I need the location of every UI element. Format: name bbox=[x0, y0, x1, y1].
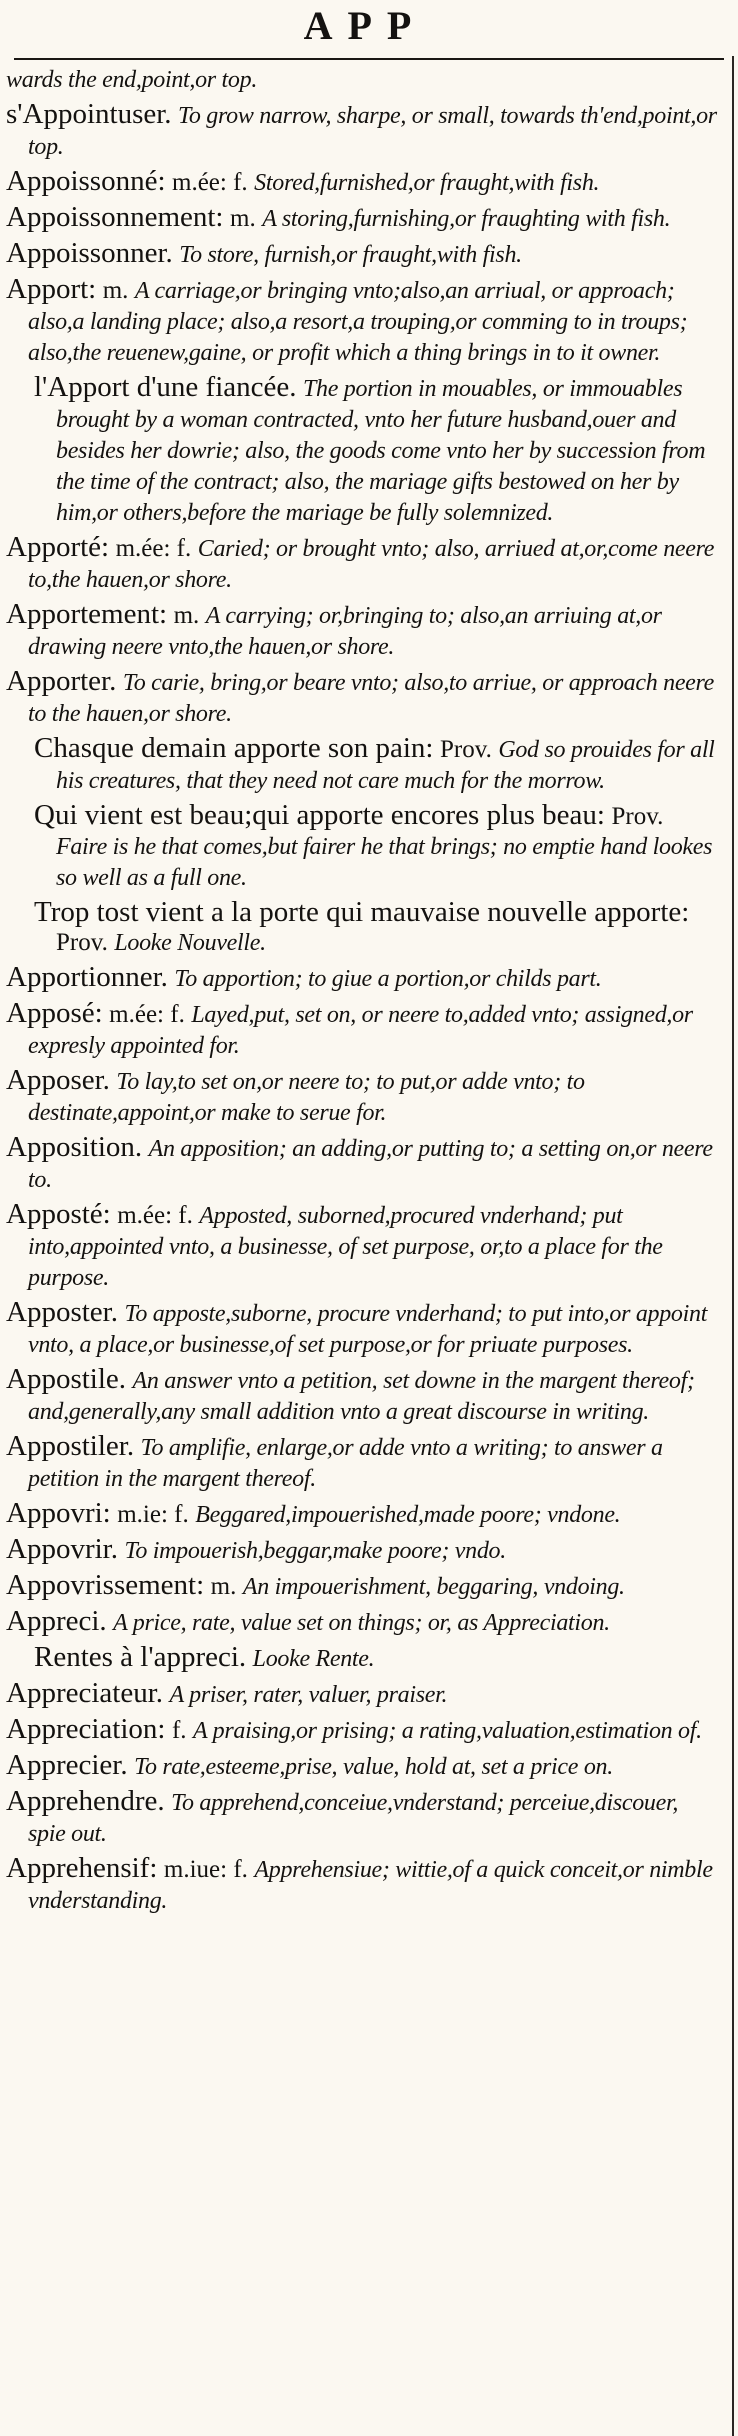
headword: Apposition. bbox=[6, 1131, 143, 1163]
dictionary-entry bbox=[6, 963, 720, 994]
dictionary-entry bbox=[6, 64, 720, 95]
definition: To impouerish,beggar,make poore; vndo. bbox=[124, 1538, 506, 1564]
grammar-label: m. bbox=[102, 277, 129, 304]
dictionary-entry bbox=[6, 239, 720, 270]
dictionary-entry bbox=[6, 1854, 720, 1916]
definition: To apprehend,conceiue,vnderstand; perceiue,discouer, spie out. bbox=[28, 1790, 679, 1847]
grammar-label: Prov. bbox=[439, 736, 492, 763]
headword: Appostiler. bbox=[6, 1430, 135, 1462]
headword: Apprehendre. bbox=[6, 1785, 165, 1817]
headword: Apposter. bbox=[6, 1296, 118, 1328]
headword: Appovri: bbox=[6, 1497, 111, 1529]
headword: Apposer. bbox=[6, 1064, 110, 1096]
headword: Trop tost vient a la porte qui mauvaise nouvelle apporte: bbox=[34, 896, 690, 928]
definition: A carrying; or,bringing to; also,an arriuing at,or drawing neere vnto,the hauen,or shore. bbox=[28, 603, 662, 660]
definition: Apprehensiue; wittie,of a quick conceit,or nimble vnderstanding. bbox=[28, 1857, 713, 1914]
running-head: APP bbox=[303, 3, 427, 48]
grammar-label: m.ée: f. bbox=[172, 169, 248, 196]
headword: Appostile. bbox=[6, 1363, 127, 1395]
dictionary-entry bbox=[6, 999, 720, 1061]
dictionary-entry bbox=[6, 1432, 720, 1494]
sub-entry bbox=[34, 734, 720, 796]
sub-entry bbox=[34, 1643, 720, 1674]
definition: Beggared,impouerished,made poore; vndone. bbox=[195, 1502, 621, 1528]
dictionary-entry bbox=[6, 600, 720, 662]
headword: Appreciation: bbox=[6, 1713, 166, 1745]
dictionary-entry bbox=[6, 1571, 720, 1602]
sub-entry bbox=[34, 373, 720, 528]
headword: Apposté: bbox=[6, 1198, 111, 1230]
grammar-label: m.iue: f. bbox=[163, 1856, 248, 1883]
dictionary-entry bbox=[6, 1535, 720, 1566]
definition: An impouerishment, beggaring, vndoing. bbox=[242, 1574, 625, 1600]
definition: A priser, rater, valuer, praiser. bbox=[169, 1682, 448, 1708]
definition: God so prouides for all his creatures, that they need not care much for the morrow. bbox=[56, 737, 715, 794]
grammar-label: m. bbox=[210, 1573, 237, 1600]
definition: To amplifie, enlarge,or adde vnto a writing; to answer a petition in the margent thereof. bbox=[28, 1435, 663, 1492]
grammar-label: m.ée: f. bbox=[109, 1001, 185, 1028]
definition: To carie, bring,or beare vnto; also,to arriue, or approach neere to the hauen,or shore. bbox=[28, 670, 715, 727]
headword: Appovrir. bbox=[6, 1533, 118, 1565]
headword: s'Appointuser. bbox=[6, 98, 172, 130]
dictionary-entry bbox=[6, 533, 720, 595]
dictionary-entry bbox=[6, 1298, 720, 1360]
definition: To rate,esteeme,prise, value, hold at, set a price on. bbox=[134, 1754, 613, 1780]
definition: Caried; or brought vnto; also, arriued at,or,come neere to,the hauen,or shore. bbox=[28, 536, 715, 593]
definition: A storing,furnishing,or fraughting with fish. bbox=[262, 206, 671, 232]
grammar-label: Prov. bbox=[611, 803, 664, 830]
headword: Apporté: bbox=[6, 531, 110, 563]
grammar-label: f. bbox=[171, 1717, 187, 1744]
headword: Appreci. bbox=[6, 1605, 107, 1637]
definition: To apportion; to giue a portion,or childs part. bbox=[174, 966, 602, 992]
headword: Apposé: bbox=[6, 997, 103, 1029]
dictionary-entry bbox=[6, 1365, 720, 1427]
dictionary-entry bbox=[6, 1133, 720, 1195]
grammar-label: m. bbox=[230, 205, 256, 232]
dictionary-entry bbox=[6, 1751, 720, 1782]
entry-list bbox=[6, 64, 720, 1921]
dictionary-entry bbox=[6, 1066, 720, 1128]
page-edge bbox=[732, 56, 734, 2436]
definition: Looke Nouvelle. bbox=[114, 930, 266, 956]
definition: The portion in mouables, or immouables brought by a woman contracted, vnto her future husband,ouer and besides her dowrie; also, the goods come vnto her by succession from the time of the contract; also, the mariage gifts bestowed on her by him,or others,before the mariage be fully solemnized. bbox=[56, 376, 706, 526]
header-rule bbox=[14, 58, 724, 60]
headword: l'Apport d'une fiancée. bbox=[34, 371, 297, 403]
headword: Appovrissement: bbox=[6, 1569, 205, 1601]
dictionary-entry bbox=[6, 1607, 720, 1638]
dictionary-entry bbox=[6, 1200, 720, 1293]
definition: wards the end,point,or top. bbox=[6, 67, 258, 93]
definition: Looke Rente. bbox=[252, 1646, 375, 1672]
definition: A price, rate, value set on things; or, as Appreciation. bbox=[113, 1610, 610, 1636]
dictionary-entry bbox=[6, 1679, 720, 1710]
definition: To lay,to set on,or neere to; to put,or adde vnto; to destinate,appoint,or make to serue for. bbox=[28, 1069, 585, 1126]
headword: Appoissonné: bbox=[6, 165, 166, 197]
definition: An answer vnto a petition, set downe in the margent thereof; and,generally,any small addition vnto a great discourse in writing. bbox=[28, 1368, 695, 1425]
grammar-label: m.ée: f. bbox=[117, 1202, 193, 1229]
definition: Faire is he that comes,but fairer he that brings; no emptie hand lookes so well as a full one. bbox=[56, 834, 713, 891]
grammar-label: m.ie: f. bbox=[117, 1501, 189, 1528]
dictionary-entry bbox=[6, 1499, 720, 1530]
dictionary-entry bbox=[6, 203, 720, 234]
grammar-label: m. bbox=[173, 602, 200, 629]
definition: Apposted, suborned,procured vnderhand; put into,appointed vnto, a businesse, of set purpose, or,to a place for the purpose. bbox=[28, 1203, 663, 1291]
headword: Qui vient est beau;qui apporte encores plus beau: bbox=[34, 799, 605, 831]
definition: A praising,or prising; a rating,valuation,estimation of. bbox=[193, 1718, 702, 1744]
grammar-label: m.ée: f. bbox=[115, 535, 192, 562]
definition: To store, furnish,or fraught,with fish. bbox=[179, 242, 522, 268]
headword: Chasque demain apporte son pain: bbox=[34, 732, 434, 764]
dictionary-entry bbox=[6, 667, 720, 729]
dictionary-entry bbox=[6, 167, 720, 198]
headword: Apport: bbox=[6, 273, 97, 305]
headword: Apportement: bbox=[6, 598, 168, 630]
dictionary-entry bbox=[6, 1715, 720, 1746]
dictionary-entry bbox=[6, 100, 720, 162]
definition: To grow narrow, sharpe, or small, towards th'end,point,or top. bbox=[28, 103, 717, 160]
headword: Appoissonnement: bbox=[6, 201, 224, 233]
definition: A carriage,or bringing vnto;also,an arriual, or approach; also,a landing place; also,a resort,a trouping,or comming to in troups; also,the reuenew,gaine, or profit which a thing brings in to it owner. bbox=[28, 278, 688, 366]
headword: Appreciateur. bbox=[6, 1677, 164, 1709]
dictionary-entry bbox=[6, 275, 720, 368]
headword: Rentes à l'appreci. bbox=[34, 1641, 247, 1673]
headword: Apprehensif: bbox=[6, 1852, 158, 1884]
headword: Apporter. bbox=[6, 665, 117, 697]
definition: An apposition; an adding,or putting to; a setting on,or neere to. bbox=[28, 1136, 713, 1193]
sub-entry bbox=[34, 801, 720, 893]
definition: Stored,furnished,or fraught,with fish. bbox=[254, 170, 600, 196]
grammar-label: Prov. bbox=[56, 929, 108, 956]
headword: Apprecier. bbox=[6, 1749, 128, 1781]
headword: Appoissonner. bbox=[6, 237, 173, 269]
sub-entry bbox=[34, 898, 720, 958]
dictionary-entry bbox=[6, 1787, 720, 1849]
definition: Layed,put, set on, or neere to,added vnto; assigned,or expresly appointed for. bbox=[28, 1002, 693, 1059]
definition: To apposte,suborne, procure vnderhand; to put into,or appoint vnto, a place,or businesse,of set purpose,or for priuate purposes. bbox=[28, 1301, 708, 1358]
headword: Apportionner. bbox=[6, 961, 168, 993]
